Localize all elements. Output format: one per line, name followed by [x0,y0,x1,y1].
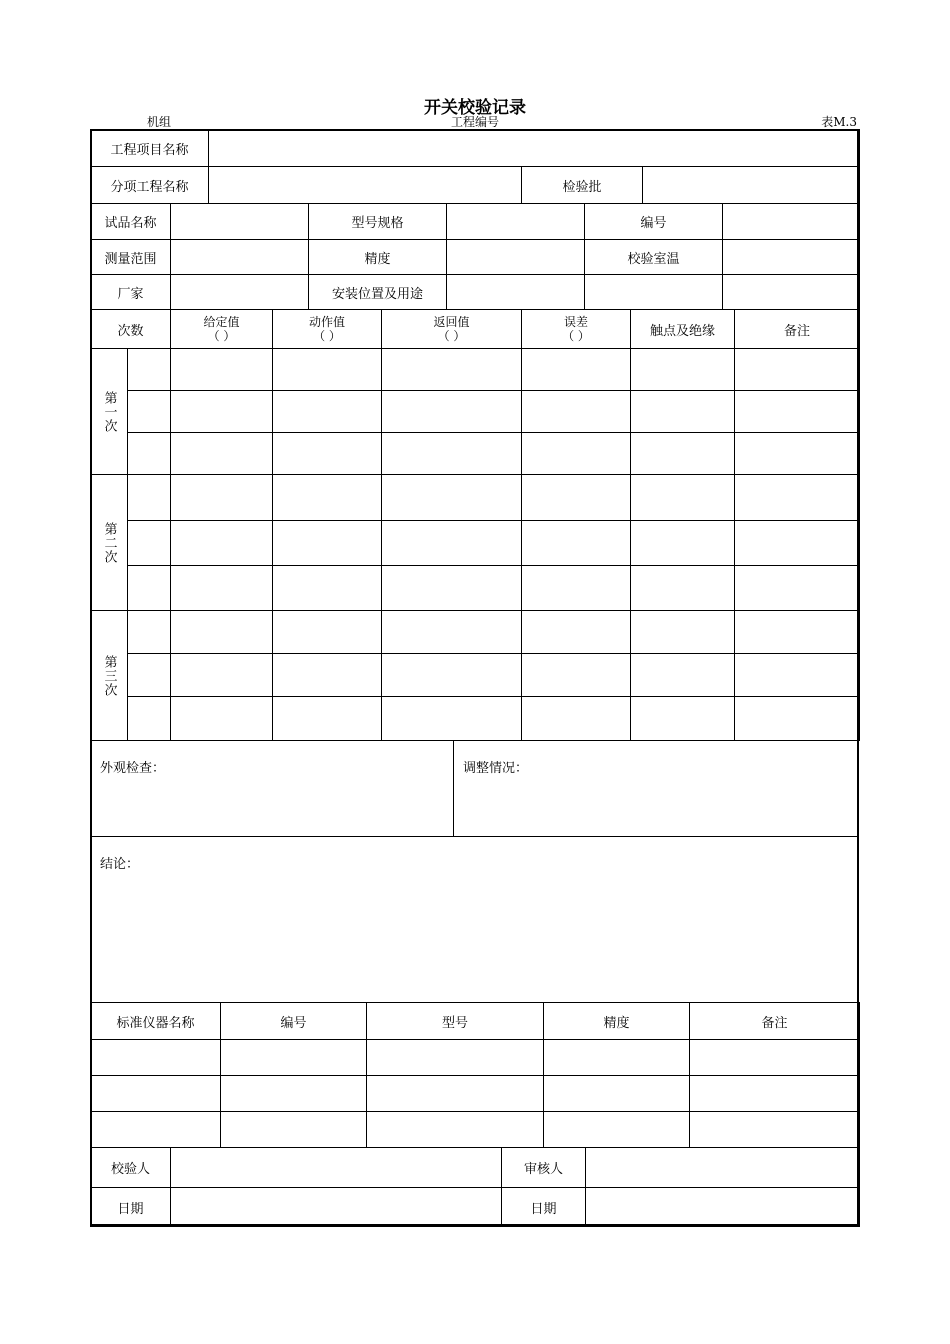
sample-name-label: 试品名称 [91,204,171,240]
round-2-text: 第二次 [101,521,117,564]
manufacturer-label: 厂家 [91,275,171,310]
col-set-value-label: 给定值 [203,315,240,329]
col-action-value-label: 动作值 [309,315,346,329]
col-set-value-unit: （ ） [207,329,236,343]
col-remarks: 备注 [735,310,860,349]
verifier-date-label: 日期 [91,1188,171,1227]
project-item-name-label: 工程项目名称 [91,130,209,167]
appearance-check-label: 外观检查： [100,761,166,776]
adjustment-label: 调整情况： [463,761,529,776]
instrument-remarks-header: 备注 [690,1003,860,1040]
model-spec-label: 型号规格 [309,204,447,240]
inspection-batch-label: 检验批 [522,167,643,204]
col-count: 次数 [91,310,171,349]
instrument-model-header: 型号 [367,1003,544,1040]
project-number-label: 工程编号 [450,115,499,129]
accuracy-label: 精度 [309,240,447,275]
reviewer-date-label: 日期 [502,1188,586,1227]
measure-range-label: 测量范围 [91,240,171,275]
sub-project-name-label: 分项工程名称 [91,167,209,204]
col-return-value-unit: （ ） [437,329,466,343]
form-number: 表M.3 [821,115,857,129]
install-location-label: 安装位置及用途 [309,275,447,310]
instrument-serial-header: 编号 [221,1003,367,1040]
reviewer-label: 审核人 [502,1148,586,1188]
form-border [90,129,859,1226]
page-title: 开关校验记录 [424,98,526,118]
col-action-value-unit: （ ） [313,329,341,343]
col-error-unit: （ ） [562,329,590,343]
col-error-label: 误差 [564,315,589,329]
verifier-label: 校验人 [91,1148,171,1188]
instrument-accuracy-header: 精度 [544,1003,690,1040]
col-return-value-label: 返回值 [433,315,470,329]
instrument-name-header: 标准仪器名称 [91,1003,221,1040]
conclusion-label: 结论： [100,857,140,872]
unit-label: 机组 [105,115,171,130]
col-contact-insulation: 触点及绝缘 [631,310,735,349]
room-temp-label: 校验室温 [585,240,723,275]
serial-no-label: 编号 [585,204,723,240]
round-1-text: 第一次 [101,390,117,433]
round-3-text: 第三次 [101,654,117,697]
